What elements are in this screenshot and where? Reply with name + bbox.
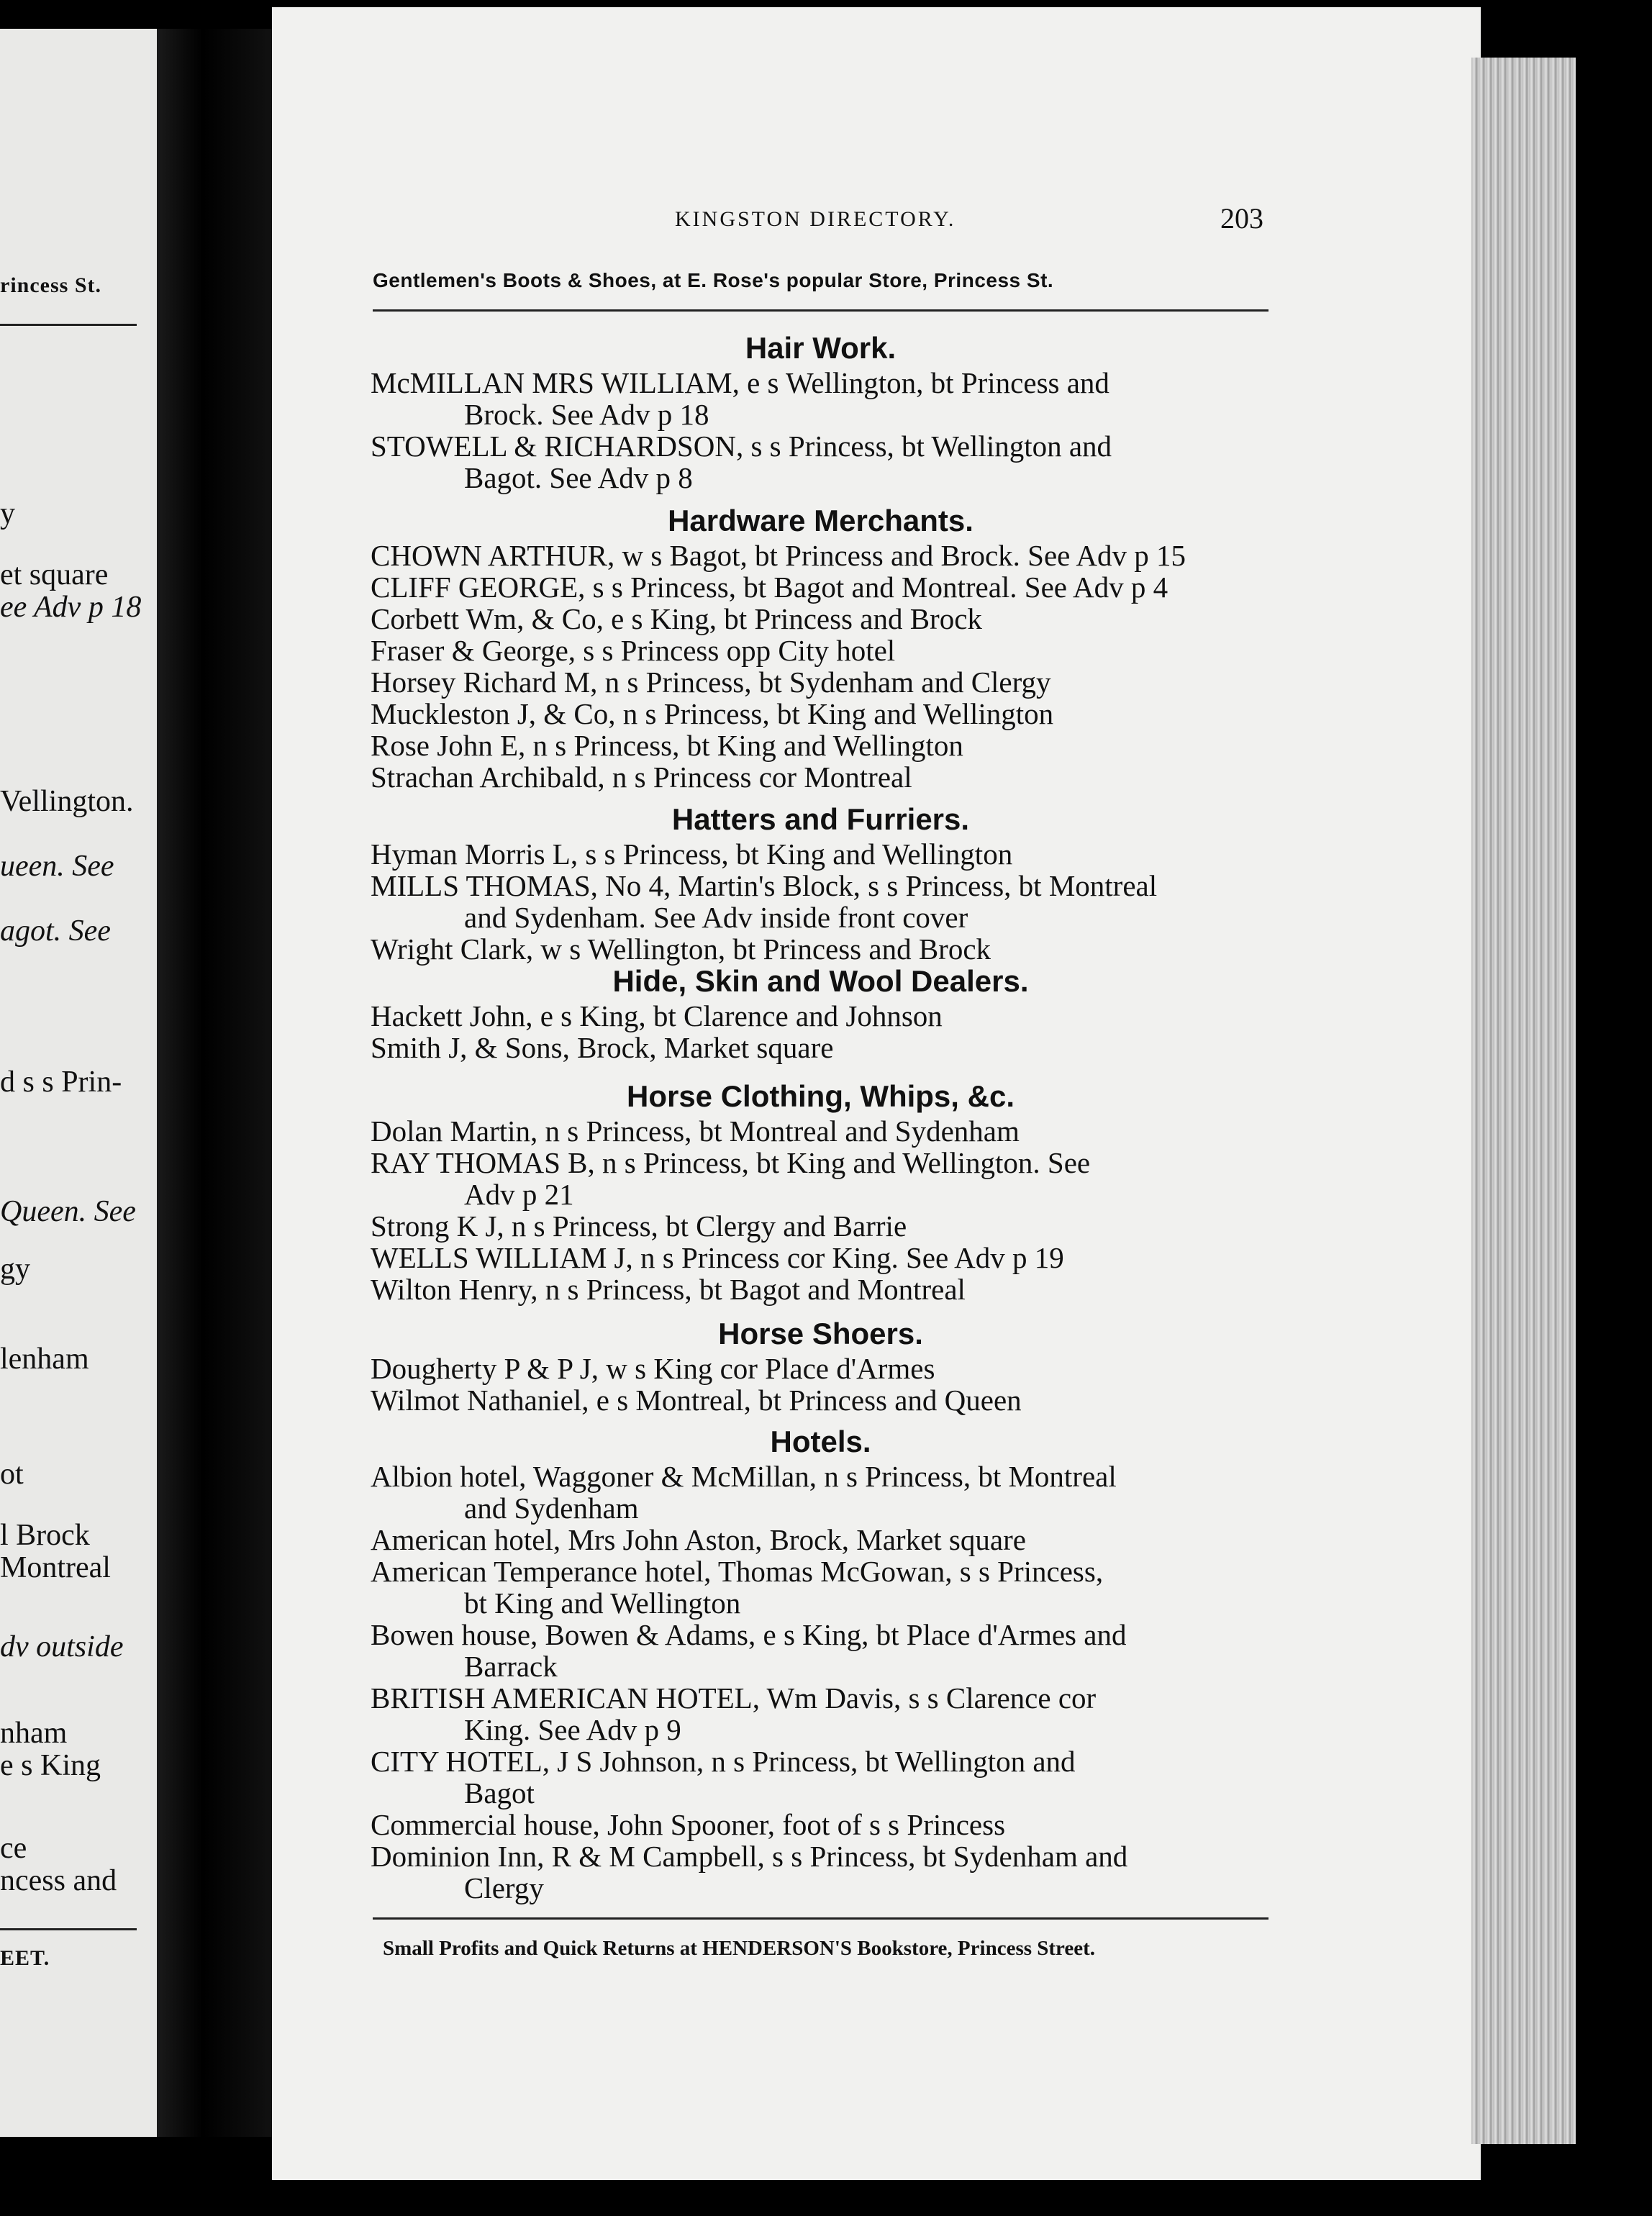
left-page-line: ueen. See — [0, 850, 114, 883]
left-page-line: e s King — [0, 1749, 101, 1782]
running-header: KINGSTON DIRECTORY. — [675, 207, 956, 231]
section-heading: Hotels. — [770, 1425, 871, 1458]
directory-entry — [371, 1809, 1270, 1840]
entry-line: Dolan Martin, n s Princess, bt Montreal and Sydenham — [371, 1114, 1020, 1148]
page-number: 203 — [1220, 202, 1263, 235]
entry-continuation-line: Adv p 21 — [464, 1178, 574, 1211]
directory-entry — [371, 666, 1270, 698]
entry-line: CLIFF GEORGE, s s Princess, bt Bagot and Montreal. See Adv p 4 — [371, 571, 1168, 604]
directory-entry — [371, 1682, 1270, 1745]
left-page-line: agot. See — [0, 914, 111, 948]
entry-line: Strachan Archibald, n s Princess cor Montreal — [371, 760, 912, 794]
directory-entry — [371, 1242, 1270, 1273]
left-page-line: ee Adv p 18 — [0, 591, 142, 624]
directory-entry — [371, 603, 1270, 635]
entry-continuation-line: King. See Adv p 9 — [464, 1713, 681, 1746]
entry-line: Muckleston J, & Co, n s Princess, bt King and Wellington — [371, 697, 1054, 730]
left-page-line: EET. — [0, 1946, 50, 1970]
left-page-line: nham — [0, 1717, 68, 1750]
entry-line: McMILLAN MRS WILLIAM, e s Wellington, bt Princess and — [371, 366, 1109, 399]
directory-entry — [371, 430, 1270, 494]
entry-line: Fraser & George, s s Princess opp City hotel — [371, 634, 896, 667]
entry-continuation-line: and Sydenham — [464, 1491, 639, 1525]
entry-line: BRITISH AMERICAN HOTEL, Wm Davis, s s Clarence cor — [371, 1681, 1097, 1715]
left-page-line: Vellington. — [0, 785, 134, 818]
directory-entry — [371, 1000, 1270, 1032]
entry-line: Wilmot Nathaniel, e s Montreal, bt Princess and Queen — [371, 1384, 1022, 1417]
entry-line: Bowen house, Bowen & Adams, e s King, bt Place d'Armes and — [371, 1618, 1127, 1651]
entry-line: Corbett Wm, & Co, e s King, bt Princess and Brock — [371, 602, 982, 635]
directory-entry — [371, 1384, 1270, 1416]
directory-entry — [371, 1353, 1270, 1384]
left-page-line: Queen. See — [0, 1195, 136, 1228]
entry-continuation-line: bt King and Wellington — [464, 1586, 741, 1620]
left-page-line: dv outside — [0, 1630, 124, 1663]
directory-entry — [371, 1147, 1270, 1210]
directory-entry — [371, 698, 1270, 730]
directory-entry — [371, 838, 1270, 870]
bottom-advertisement: Small Profits and Quick Returns at HENDERSON'S Bookstore, Princess Street. — [383, 1937, 1096, 1960]
entry-line: Hackett John, e s King, bt Clarence and Johnson — [371, 999, 943, 1032]
directory-entry — [371, 1461, 1270, 1524]
directory-entry — [371, 1032, 1270, 1063]
directory-entry — [371, 367, 1270, 430]
entry-line: STOWELL & RICHARDSON, s s Princess, bt Wellington and — [371, 430, 1112, 463]
left-page-line: ot — [0, 1458, 24, 1491]
directory-entry — [371, 870, 1270, 933]
directory-entry — [371, 571, 1270, 603]
directory-entry — [371, 540, 1270, 571]
entry-continuation-line: Clergy — [464, 1871, 544, 1904]
directory-entry — [371, 730, 1270, 761]
section-heading: Horse Shoers. — [718, 1317, 923, 1350]
entry-line: Hyman Morris L, s s Princess, bt King and Wellington — [371, 837, 1013, 871]
directory-entry — [371, 635, 1270, 666]
directory-entry — [371, 1745, 1270, 1809]
top-advertisement: Gentlemen's Boots & Shoes, at E. Rose's popular Store, Princess St. — [373, 269, 1054, 291]
entry-line: Rose John E, n s Princess, bt King and Wellington — [371, 729, 963, 762]
left-page-line: d s s Prin- — [0, 1066, 122, 1099]
entry-line: Dougherty P & P J, w s King cor Place d'Armes — [371, 1352, 935, 1385]
left-page-line: rincess St. — [0, 273, 101, 297]
entry-line: CHOWN ARTHUR, w s Bagot, bt Princess and Brock. See Adv p 15 — [371, 539, 1186, 572]
entry-line: American hotel, Mrs John Aston, Brock, Market square — [371, 1523, 1026, 1556]
entry-line: Strong K J, n s Princess, bt Clergy and Barrie — [371, 1209, 907, 1243]
left-page-line: Montreal — [0, 1551, 111, 1584]
left-page-line: et square — [0, 558, 109, 591]
entry-line: RAY THOMAS B, n s Princess, bt King and Wellington. See — [371, 1146, 1091, 1179]
footer-rule — [373, 1917, 1268, 1920]
section-heading: Horse Clothing, Whips, &c. — [626, 1079, 1015, 1113]
section-heading: Hide, Skin and Wool Dealers. — [612, 964, 1029, 998]
directory-entry — [371, 761, 1270, 793]
entry-line: MILLS THOMAS, No 4, Martin's Block, s s Princess, bt Montreal — [371, 869, 1158, 902]
entry-continuation-line: Brock. See Adv p 18 — [464, 398, 709, 431]
entry-line: CITY HOTEL, J S Johnson, n s Princess, bt Wellington and — [371, 1745, 1076, 1778]
left-page-line: ce — [0, 1832, 27, 1865]
entry-line: American Temperance hotel, Thomas McGowan, s s Princess, — [371, 1555, 1104, 1588]
entry-line: Horsey Richard M, n s Princess, bt Sydenham and Clergy — [371, 666, 1051, 699]
entry-line: Albion hotel, Waggoner & McMillan, n s Princess, bt Montreal — [371, 1460, 1117, 1493]
left-page-line: l Brock — [0, 1519, 90, 1552]
directory-entry — [371, 1840, 1270, 1904]
entry-continuation-line: Bagot. See Adv p 8 — [464, 461, 693, 494]
left-page-line: lenham — [0, 1343, 89, 1376]
directory-entry — [371, 1210, 1270, 1242]
entry-continuation-line: Bagot — [464, 1776, 535, 1809]
entry-line: Wright Clark, w s Wellington, bt Princess and Brock — [371, 932, 991, 966]
entry-line: Wilton Henry, n s Princess, bt Bagot and Montreal — [371, 1273, 966, 1306]
directory-entry — [371, 1115, 1270, 1147]
section-heading: Hatters and Furriers. — [671, 802, 970, 836]
entry-line: Dominion Inn, R & M Campbell, s s Princess, bt Sydenham and — [371, 1840, 1128, 1873]
section-heading: Hair Work. — [745, 331, 897, 365]
entry-line: Smith J, & Sons, Brock, Market square — [371, 1031, 834, 1064]
directory-entry — [371, 933, 1270, 965]
left-page-line: y — [0, 497, 15, 530]
directory-entry — [371, 1273, 1270, 1305]
left-page-line: gy — [0, 1253, 30, 1286]
directory-entry — [371, 1524, 1270, 1556]
section-heading: Hardware Merchants. — [668, 504, 974, 537]
directory-entry — [371, 1619, 1270, 1682]
directory-entry — [371, 1556, 1270, 1619]
entry-continuation-line: Barrack — [464, 1650, 558, 1683]
entry-line: WELLS WILLIAM J, n s Princess cor King. See Adv p 19 — [371, 1241, 1064, 1274]
left-page-line: ncess and — [0, 1864, 117, 1897]
entry-continuation-line: and Sydenham. See Adv inside front cover — [464, 901, 968, 934]
entry-line: Commercial house, John Spooner, foot of s s Princess — [371, 1808, 1006, 1841]
